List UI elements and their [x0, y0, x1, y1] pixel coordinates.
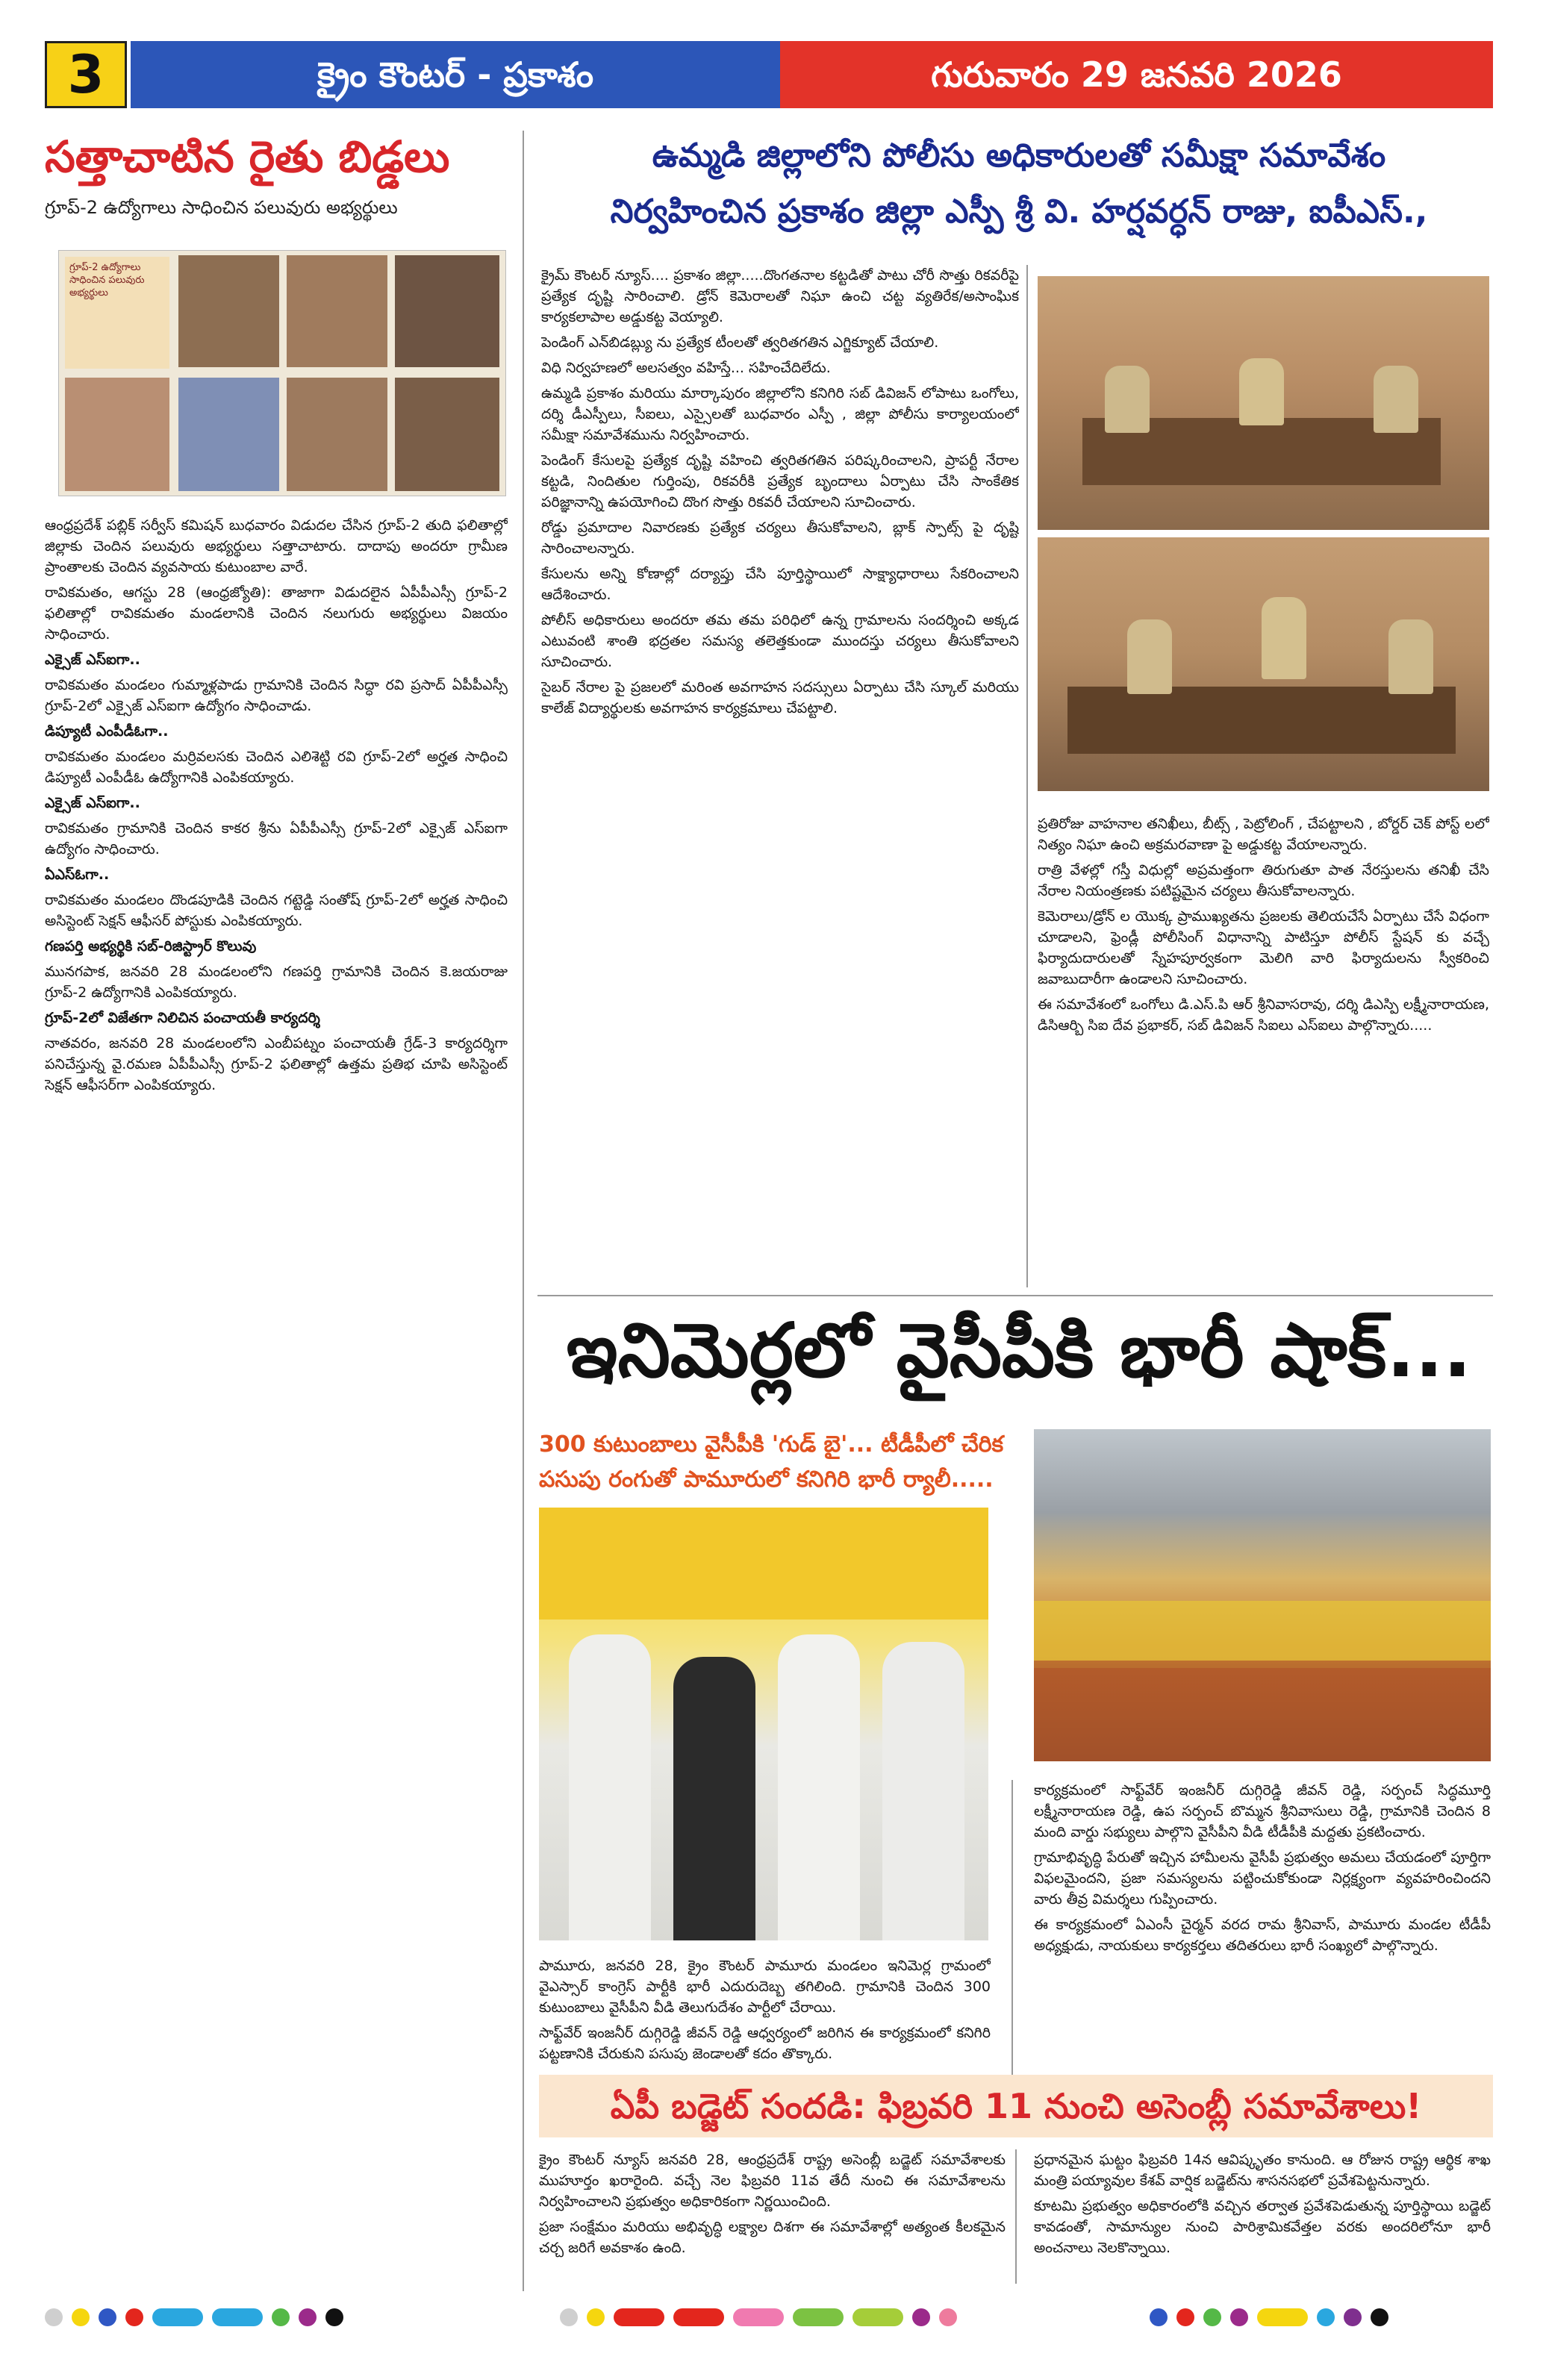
ysrcp-paragraph: కార్యక్రమంలో సాఫ్ట్‌వేర్ ఇంజనీర్ దుగ్గిరెడ్డి జీవన్ రెడ్డి, సర్పంచ్ సిద్ధమూర్తి లక్ష్మీనారాయణ రెడ్డి, ఉప సర్పంచ్ బొమ్మన శ్రీనివాసులు రెడ్డి, గ్రామానికి చెందిన 8 మంది వార్డు సభ్యులు పాల్గొని వైసీపీని వీడి టీడీపీకి మద్దతు ప్రకటించారు.: [1034, 1782, 1491, 1840]
ysrcp-body-left: [539, 1955, 991, 2067]
ysrcp-subhead-line2: పసుపు రంగుతో పామూరులో కనిగిరి భారీ ర్యాలీ.....: [539, 1467, 994, 1493]
ysrcp-body-right: [1034, 1780, 1491, 2071]
police-paragraph: పెండింగ్ కేసులపై ప్రత్యేక దృష్టి వహించి త్వరితగతిన పరిష్కరించాలని, ప్రాపర్టీ నేరాల కట్టడి, నిందితుల గుర్తింపు, రికవరీకి ప్రత్యేక బృందాలు ఏర్పాటు చేసి సాంకేతిక పరిజ్ఞానాన్ని ఉపయోగించి దొంగ సొత్తు రికవరీ చేయాలని సూచించారు.: [541, 452, 1019, 510]
budget-paragraph: ప్రధానమైన ఘట్టం ఫిబ్రవరి 14న ఆవిష్కృతం కానుంది. ఆ రోజున రాష్ట్ర ఆర్థిక శాఖ మంత్రి పయ్యావుల కేశవ్ వార్షిక బడ్జెట్‌ను శాసనసభలో ప్రవేశపెట్టనున్నారు.: [1034, 2152, 1491, 2189]
candidate-photo: [395, 378, 499, 491]
color-swatch-dot: [45, 2308, 63, 2326]
farmers-paragraph: ఆంధ్రప్రదేశ్ పబ్లిక్ సర్వీస్ కమిషన్ బుధవారం విడుదల చేసిన గ్రూప్-2 తుది ఫలితాల్లో జిల్లాకు చెందిన పలువురు అభ్యర్థులు సత్తాచాటారు. దాదాపు అందరూ గ్రామీణ ప్రాంతాలకు చెందిన వ్యవసాయ కుటుంబాల వారే.: [45, 517, 508, 575]
police-headline-line1: ఉమ్మడి జిల్లాలోని పోలీసు అధికారులతో సమీక్షా సమావేశం: [652, 137, 1386, 175]
rally-crowd-photo: [1034, 1429, 1491, 1761]
column-divider: [1026, 265, 1028, 1287]
police-paragraph: సైబర్ నేరాల పై ప్రజలలో మరింత అవగాహన సదస్సులు ఏర్పాటు చేసి స్కూల్ మరియు కాలేజ్ విద్యార్థులకు అవగాహన కార్యక్రమాలు చేపట్టాలి.: [541, 679, 1019, 716]
color-swatch-dot: [299, 2308, 317, 2326]
officer: [1374, 366, 1418, 433]
color-swatch-bar: [152, 2308, 203, 2326]
officer: [1127, 619, 1172, 694]
color-registration-strip-center: [560, 2306, 978, 2329]
color-swatch-dot: [99, 2308, 116, 2326]
farmers-subheading: ఎక్సైజ్ ఎస్ఐగా..: [45, 652, 140, 668]
farmers-subhead: గ్రూప్-2 ఉద్యోగాలు సాధించిన పలువురు అభ్యర్థులు: [45, 197, 398, 218]
color-swatch-bar: [1257, 2308, 1308, 2326]
person: [778, 1634, 860, 1940]
farmers-body: [45, 515, 508, 2246]
color-swatch-bar: [673, 2308, 724, 2326]
budget-paragraph: ప్రజా సంక్షేమం మరియు అభివృద్ధి లక్ష్యాల దిశగా ఈ సమావేశాల్లో అత్యంత కీలకమైన చర్చ జరిగే అవకాశం ఉంది.: [539, 2219, 1006, 2256]
police-meeting-photo: [1038, 537, 1489, 791]
page-number: 3: [45, 41, 127, 108]
farmers-paragraph: రావికమతం, ఆగస్టు 28 (ఆంధ్రజ్యోతి): తాజాగా విడుదలైన ఏపీపీఎస్సీ గ్రూప్-2 ఫలితాల్లో రావికమతం మండలానికి చెందిన నలుగురు అభ్యర్థులు విజయం సాధించారు.: [45, 584, 508, 643]
person: [882, 1642, 964, 1940]
budget-paragraph: కూటమి ప్రభుత్వం అధికారంలోకి వచ్చిన తర్వాత ప్రవేశపెడుతున్న పూర్తిస్థాయి బడ్జెట్ కావడంతో, సామాన్యుల నుంచి పారిశ్రామికవేత్తల వరకు అందరిలోనూ భారీ అంచనాలు నెలకొన్నాయి.: [1034, 2198, 1491, 2256]
candidate-photo: [287, 255, 387, 367]
police-paragraph: కేసులను అన్ని కోణాల్లో దర్యాప్తు చేసి పూర్తిస్థాయిలో సాక్ష్యాధారాలు సేకరించాలని ఆదేశించారు.: [541, 566, 1019, 603]
farmers-headline: సత్తాచాటిన రైతు బిడ్డలు: [45, 131, 450, 182]
police-body-left: [541, 265, 1019, 1295]
police-paragraph: క్రైమ్ కౌంటర్ న్యూస్.... ప్రకాశం జిల్లా.....దొంగతనాల కట్టడితో పాటు చోరీ సొత్తు రికవరీపై ప్రత్యేక దృష్టి సారించాలి. డ్రోన్ కెమెరాలతో నిఘా ఉంచి చట్ట వ్యతిరేక/అసాంఘిక కార్యకలాపాల అడ్డుకట్ట వెయ్యాలి.: [541, 267, 1019, 325]
color-swatch-bar: [614, 2308, 664, 2326]
crowd-band: [1034, 1668, 1491, 1761]
police-paragraph: ఈ సమావేశంలో ఒంగోలు డి.ఎస్.పి ఆర్ శ్రీనివాసరావు, దర్శి డిఎస్పి లక్ష్మీనారాయణ, డిసిఆర్బి సిఐ దేవ ప్రభాకర్, సబ్ డివిజన్ సిఐలు ఎస్ఐలు పాల్గొన్నారు.....: [1038, 996, 1489, 1034]
person: [569, 1634, 651, 1940]
farmers-paragraph: రావికమతం మండలం దొండపూడికి చెందిన గట్టెడ్డి సంతోష్ గ్రూప్-2లో అర్హత సాధించి అసిస్టెంట్ సెక్షన్ ఆఫీసర్ పోస్టుకు ఎంపికయ్యారు.: [45, 892, 508, 929]
ysrcp-paragraph: గ్రామాభివృద్ధి పేరుతో ఇచ్చిన హామీలను వైసీపీ ప్రభుత్వం అమలు చేయడంలో పూర్తిగా విఫలమైందని, ప్రజా సమస్యలను పట్టించుకోకుండా నిర్లక్ష్యంగా వ్యవహరించిందని వారు తీవ్ర విమర్శలు గుప్పించారు.: [1034, 1849, 1491, 1908]
color-swatch-dot: [560, 2308, 578, 2326]
color-swatch-dot: [125, 2308, 143, 2326]
police-headline-line2: నిర్వహించిన ప్రకాశం జిల్లా ఎస్పీ శ్రీ వి. హర్షవర్ధన్ రాజు, ఐపీఎస్.,: [610, 193, 1428, 231]
collage-title: గ్రూప్-2 ఉద్యోగాలు సాధించిన పలువురు అభ్యర్థులు: [69, 262, 145, 299]
ysrcp-headline: ఇనిమెర్లలో వైసీపీకి భారీ షాక్...: [566, 1307, 1472, 1394]
farmers-subheading: గ్రూప్-2లో విజేతగా నిలిచిన పంచాయతీ కార్యదర్శి: [45, 1010, 320, 1026]
police-meeting-photo: [1038, 276, 1489, 530]
ysrcp-subhead-line1: 300 కుటుంబాలు వైసీపీకి 'గుడ్ బై'... టీడీపీలో చేరిక: [539, 1431, 1004, 1458]
color-swatch-dot: [1230, 2308, 1248, 2326]
police-paragraph: పోలీస్ అధికారులు అందరూ తమ తమ పరిధిలో ఉన్న గ్రామాలను సందర్శించి అక్కడ ఎటువంటి శాంతి భద్రతల సమస్య తలెత్తకుండా ముందస్తు చర్యలు తీసుకోవాలని సూచించారు.: [541, 612, 1019, 670]
police-body-right: [1038, 813, 1489, 1291]
budget-banner: [539, 2075, 1493, 2137]
officer: [1105, 366, 1150, 433]
column-divider: [1015, 2149, 1017, 2284]
section-divider: [537, 1295, 1493, 1296]
color-swatch-dot: [912, 2308, 930, 2326]
farmers-subheading: గణపర్తి అభ్యర్థికి సబ్-రిజిస్ట్రార్ కొలువు: [45, 938, 257, 955]
police-paragraph: ప్రతిరోజు వాహనాల తనిఖీలు, బీట్స్ , పెట్రోలింగ్ , చేపట్టాలని , బోర్డర్ చెక్ పోస్ట్ లలో నిత్యం నిఘా ఉంచి అక్రమరవాణా పై అడ్డుకట్ట వేయాలన్నారు.: [1038, 816, 1489, 853]
crowd-band: [1034, 1601, 1491, 1661]
police-paragraph: ఉమ్మడి ప్రకాశం మరియు మార్కాపురం జిల్లాలోని కనిగిరి సబ్ డివిజన్ లోపాటు ఒంగోలు, దర్శి డీఎస్పీలు, సీఐలు, ఎస్సైలతో బుధవారం ఎస్పీ , జిల్లా పోలీసు కార్యాలయంలో సమీక్షా సమావేశమును నిర్వహించారు.: [541, 385, 1019, 443]
issue-date: గురువారం 29 జనవరి 2026: [780, 41, 1493, 108]
farmers-paragraph: రావికమతం మండలం గుమ్మాళ్లపాడు గ్రామానికి చెందిన సిద్ధా రవి ప్రసాద్ ఏపీపీఎస్సీ గ్రూప్-2లో ఎక్సైజ్ ఎస్ఐగా ఉద్యోగం సాధించాడు.: [45, 677, 508, 714]
farmers-subheading: ఎక్సైజ్ ఎస్ఐగా..: [45, 795, 140, 811]
officer: [1239, 358, 1284, 425]
police-paragraph: విధి నిర్వహణలో అలసత్వం వహిస్తే... సహించేదిలేదు.: [541, 360, 831, 376]
color-swatch-bar: [793, 2308, 844, 2326]
budget-headline: ఏపీ బడ్జెట్ సందడి: ఫిబ్రవరి 11 నుంచి అసెంబ్లీ సమావేశాలు!: [610, 2086, 1422, 2126]
police-paragraph: రోడ్డు ప్రమాదాల నివారణకు ప్రత్యేక చర్యలు తీసుకోవాలని, బ్లాక్ స్పాట్స్ పై దృష్టి సారించాలన్నారు.: [541, 519, 1019, 557]
farmers-paragraph: మునగపాక, జనవరి 28 మండలంలోని గణపర్తి గ్రామానికి చెందిన కె.జయరాజు గ్రూప్-2 ఉద్యోగానికి ఎంపికయ్యారు.: [45, 963, 508, 1001]
budget-paragraph: క్రైం కౌంటర్ న్యూస్ జనవరి 28, ఆంధ్రప్రదేశ్ రాష్ట్ర అసెంబ్లీ బడ్జెట్ సమావేశాలకు ముహూర్తం ఖరారైంది. వచ్చే నెల ఫిబ్రవరి 11వ తేదీ నుంచి ఈ సమావేశాలను నిర్వహించాలని ప్రభుత్వం అధికారికంగా నిర్ణయించింది.: [539, 2152, 1006, 2210]
color-swatch-bar: [852, 2308, 903, 2326]
person: [673, 1657, 755, 1940]
color-swatch-dot: [1344, 2308, 1362, 2326]
budget-body-left: [539, 2149, 1006, 2287]
farmers-paragraph: నాతవరం, జనవరి 28 మండలంలోని ఎంబీపట్నం పంచాయతీ గ్రేడ్-3 కార్యదర్శిగా పనిచేస్తున్న వై.రమణ ఏపీపీఎస్సీ గ్రూప్-2 ఫలితాల్లో ఉత్తమ ప్రతిభ చూపి అసిస్టెంట్ సెక్షన్ ఆఫీసర్‌గా ఎంపికయ్యారు.: [45, 1035, 508, 1093]
color-swatch-dot: [325, 2308, 343, 2326]
ysrcp-paragraph: సాఫ్ట్‌వేర్ ఇంజనీర్ దుగ్గిరెడ్డి జీవన్ రెడ్డి ఆధ్వర్యంలో జరిగిన ఈ కార్యక్రమంలో కనిగిరి పట్టణానికి చేరుకుని పసుపు జెండాలతో కదం తొక్కారు.: [539, 2025, 991, 2062]
color-registration-strip-left: [45, 2306, 463, 2329]
color-registration-strip-right: [1150, 2306, 1493, 2329]
color-swatch-dot: [1176, 2308, 1194, 2326]
farmers-paragraph: రావికమతం మండలం మర్రివలసకు చెందిన ఎలిశెట్టి రవి గ్రూప్-2లో అర్హత సాధించి డిప్యూటీ ఎంపీడీఓ ఉద్యోగానికి ఎంపికయ్యారు.: [45, 749, 508, 786]
color-swatch-dot: [939, 2308, 957, 2326]
police-paragraph: రాత్రి వేళల్లో గస్తీ విధుల్లో అప్రమత్తంగా తిరుగుతూ పాత నేరస్తులను తనిఖీ చేసి నేరాల నియంత్రణకు పటిష్టమైన చర్యలు తీసుకోవాలన్నారు.: [1038, 862, 1489, 899]
color-swatch-dot: [1371, 2308, 1388, 2326]
ysrcp-paragraph: ఈ కార్యక్రమంలో ఏఎంసీ చైర్మన్ వరద రామ శ్రీనివాస్, పామూరు మండల టీడీపీ అధ్యక్షుడు, నాయకులు కార్యకర్తలు తదితరులు భారీ సంఖ్యలో పాల్గొన్నారు.: [1034, 1917, 1491, 1954]
column-divider: [1011, 1780, 1013, 2075]
candidate-photo: [395, 255, 499, 367]
candidate-photo: [178, 255, 279, 367]
police-paragraph: పెండింగ్ ఎన్‌బిడబ్ల్యు ను ప్రత్యేక టీంలతో త్వరితగతిన ఎగ్జిక్యూట్ చేయాలి.: [541, 334, 939, 351]
column-divider: [523, 131, 524, 2291]
table: [1067, 687, 1456, 754]
joining-ceremony-photo: [539, 1508, 988, 1940]
paper-name: క్రైం కౌంటర్ - ప్రకాశం: [131, 41, 780, 108]
banner: [539, 1508, 988, 1620]
officer: [1388, 619, 1433, 694]
farmers-subheading: డిప్యూటీ ఎంపీడీఓగా..: [45, 723, 169, 740]
farmers-paragraph: రావికమతం గ్రామానికి చెందిన కాకర శ్రీను ఏపీపీఎస్సీ గ్రూప్-2లో ఎక్సైజ్ ఎస్ఐగా ఉద్యోగం సాధించారు.: [45, 820, 508, 858]
candidate-photo: [65, 378, 169, 491]
color-swatch-dot: [72, 2308, 90, 2326]
collage-title-box: [65, 257, 169, 369]
candidate-photo: [287, 378, 387, 491]
candidate-photo: [178, 378, 279, 491]
color-swatch-bar: [212, 2308, 263, 2326]
officer: [1262, 597, 1306, 679]
color-swatch-bar: [733, 2308, 784, 2326]
budget-body-right: [1034, 2149, 1491, 2287]
farmers-subheading: ఏఎస్ఓగా..: [45, 866, 110, 883]
color-swatch-dot: [1150, 2308, 1168, 2326]
police-paragraph: కెమెరాలు/డ్రోన్ ల యొక్క ప్రాముఖ్యతను ప్రజలకు తెలియచేసే ఏర్పాటు చేసే విధంగా చూడాలని, ఫ్రెండ్లీ పోలీసింగ్ విధానాన్ని పాటిస్తూ పోలీస్ స్టేషన్ కు వచ్చే ఫిర్యాదుదారులతో స్నేహపూర్వకంగా మెలిగి వారి ఫిర్యాదులను స్వీకరించి జవాబుదారీగా ఉండాలని సూచించారు.: [1038, 908, 1489, 987]
color-swatch-dot: [587, 2308, 605, 2326]
color-swatch-dot: [1203, 2308, 1221, 2326]
farmers-photo-collage: [58, 250, 506, 496]
color-swatch-dot: [1317, 2308, 1335, 2326]
ysrcp-paragraph: పామూరు, జనవరి 28, క్రైం కౌంటర్ పామూరు మండలం ఇనిమెర్ల గ్రామంలో వైఎస్సార్ కాంగ్రెస్ పార్టీకి భారీ ఎదురుదెబ్బ తగిలింది. గ్రామానికి చెందిన 300 కుటుంబాలు వైసీపీని వీడి తెలుగుదేశం పార్టీలో చేరాయి.: [539, 1958, 991, 2016]
color-swatch-dot: [272, 2308, 290, 2326]
